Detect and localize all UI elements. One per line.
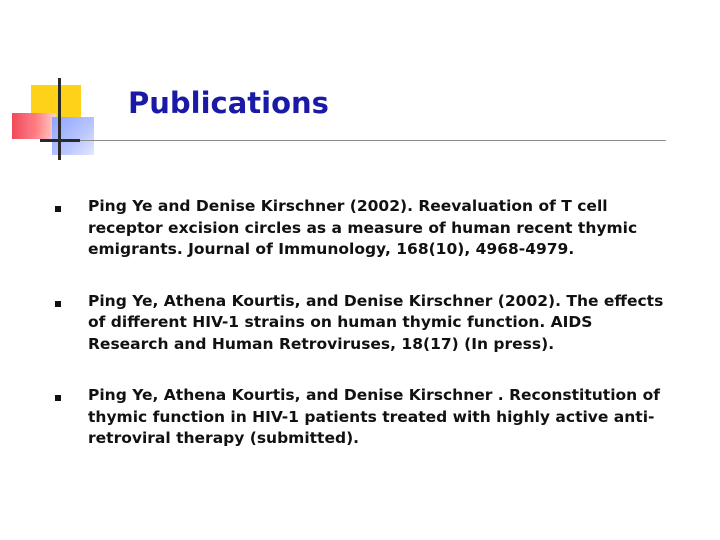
- title-decoration-vertical-line: [58, 78, 61, 160]
- list-item: [52, 291, 672, 356]
- publication-citation: Ping Ye, Athena Kourtis, and Denise Kirschner . Reconstitution of thymic function in HIV-1 patients treated with highly active anti-retroviral therapy (submitted).: [88, 386, 660, 447]
- list-item: [52, 385, 672, 450]
- title-decoration-horizontal-line: [40, 139, 80, 142]
- publications-list: [52, 196, 672, 480]
- square-bullet-icon: [55, 206, 61, 212]
- title-decoration-red-bar: [12, 113, 56, 139]
- title-underline-rule: [40, 140, 666, 141]
- page-title: Publications: [128, 86, 329, 120]
- publication-citation: Ping Ye, Athena Kourtis, and Denise Kirschner (2002). The effects of different HIV-1 strains on human thymic function. AIDS Research and Human Retroviruses, 18(17) (In press).: [88, 291, 664, 353]
- square-bullet-icon: [55, 395, 61, 401]
- publication-citation: Ping Ye and Denise Kirschner (2002). Reevaluation of T cell receptor excision circles as a measure of human recent thymic emigrants. Journal of Immunology, 168(10), 4968-4979.: [88, 197, 638, 258]
- list-item: [52, 196, 672, 261]
- square-bullet-icon: [55, 301, 61, 307]
